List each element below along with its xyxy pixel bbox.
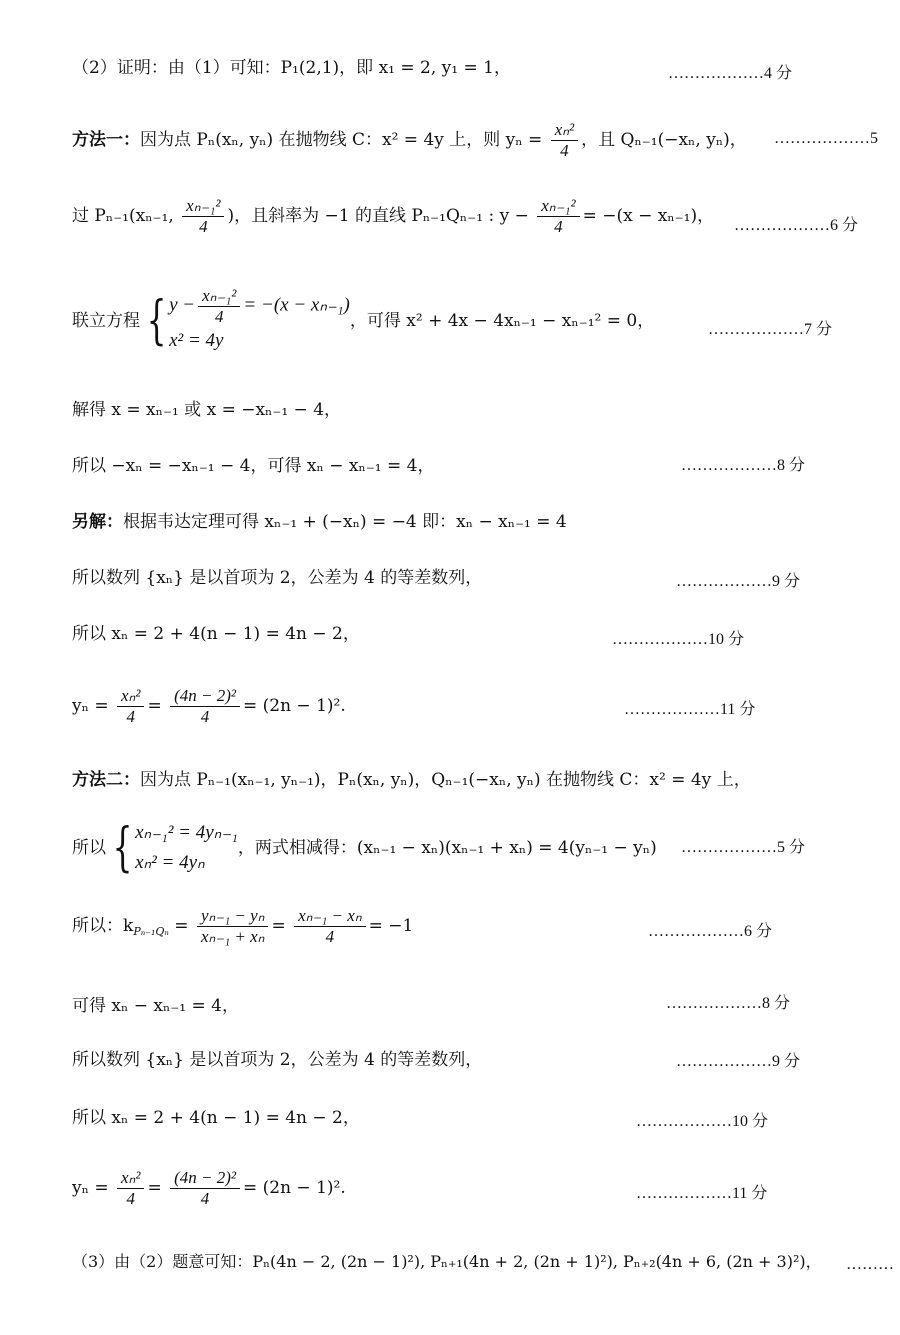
- denominator: 4: [126, 706, 135, 726]
- text: 所以：k: [72, 915, 134, 936]
- score-cont: ………: [846, 1256, 894, 1273]
- numerator: xₙ₋₁²: [182, 196, 224, 217]
- left-brace: {: [112, 818, 133, 879]
- numerator: xₙ²: [551, 120, 578, 141]
- text: 联立方程: [72, 311, 140, 332]
- fraction: [197, 906, 269, 946]
- text: = −1: [368, 915, 414, 936]
- line-yn: [72, 686, 346, 726]
- line-diff: 可得 xₙ − xₙ₋₁ = 4，: [72, 996, 239, 1016]
- text: 因为点 Pₙ(xₙ, yₙ) 在抛物线 C：x² = 4y 上，则 yₙ =: [140, 129, 543, 150]
- line-part2-proof: [72, 58, 511, 78]
- text: ，两式相减得：(xₙ₋₁ − xₙ)(xₙ₋₁ + xₙ) = 4(yₙ₋₁ − yₙ): [237, 838, 657, 859]
- line-system: [72, 286, 654, 356]
- text: 所以: [72, 838, 106, 859]
- line-system2: [72, 818, 657, 879]
- score-9: ………………9 分: [676, 573, 801, 590]
- score-9b: ………………9 分: [676, 1053, 801, 1070]
- fraction: [182, 196, 224, 236]
- equation-system: [135, 818, 238, 879]
- text: =: [271, 915, 286, 936]
- line-sequence: 所以数列 {xₙ} 是以首项为 2，公差为 4 的等差数列，: [72, 568, 483, 588]
- line-xn2: 所以 xₙ = 2 + 4(n − 1) = 4n − 2，: [72, 1108, 360, 1128]
- fraction: [117, 686, 144, 726]
- numerator: xₙ₋₁²: [537, 196, 579, 217]
- fraction: [170, 1168, 240, 1208]
- line-solve: 解得 x = xₙ₋₁ 或 x = −xₙ₋₁ − 4，: [72, 400, 342, 420]
- text: 因为点 Pₙ₋₁(xₙ₋₁, yₙ₋₁)，Pₙ(xₙ, yₙ)，Qₙ₋₁(−xₙ, yₙ) 在抛物线 C：x² = 4y 上，: [140, 770, 751, 790]
- line-yn2: [72, 1168, 346, 1208]
- fraction: [294, 906, 366, 946]
- denominator: 4: [199, 216, 208, 236]
- line-so: 所以 −xₙ = −xₙ₋₁ − 4，可得 xₙ − xₙ₋₁ = 4，: [72, 456, 435, 476]
- numerator: (4n − 2)²: [170, 686, 240, 707]
- denominator: 4: [325, 926, 335, 946]
- score-4: ………………4 分: [668, 65, 793, 82]
- denominator: 4: [126, 1188, 135, 1208]
- alt-label: 另解：: [72, 512, 123, 532]
- numerator: yₙ₋₁ − yₙ: [197, 906, 269, 927]
- score-10: ………………10 分: [612, 631, 745, 648]
- denominator: 4: [200, 706, 210, 726]
- line-slope: [72, 906, 413, 946]
- text: 过 Pₙ₋₁(xₙ₋₁,: [72, 205, 174, 226]
- line-alt: [72, 512, 567, 532]
- line-xn: 所以 xₙ = 2 + 4(n − 1) = 4n − 2，: [72, 624, 360, 644]
- line-part3: （3）由（2）题意可知：Pₙ(4n − 2, (2n − 1)²), Pₙ₊₁(4n + 2, (2n + 1)²), Pₙ₊₂(4n + 6, (2n + 3)²)，: [72, 1252, 822, 1271]
- denominator: 4: [554, 216, 563, 236]
- method-label: 方法二：: [72, 770, 140, 790]
- text: yₙ =: [72, 1177, 109, 1198]
- score-8: ………………8 分: [681, 457, 806, 474]
- line-sequence2: 所以数列 {xₙ} 是以首项为 2，公差为 4 的等差数列，: [72, 1050, 483, 1070]
- text: ，可得 x² + 4x − 4xₙ₋₁ − xₙ₋₁² = 0，: [349, 311, 655, 332]
- score-11b: ………………11 分: [636, 1185, 768, 1202]
- score-6: ………………6 分: [734, 217, 859, 234]
- text: y −: [169, 294, 196, 316]
- text: = −(x − xₙ₋₁): [243, 294, 350, 316]
- numerator: xₙ²: [117, 1168, 144, 1189]
- text: = (2n − 1)².: [242, 1177, 346, 1198]
- text: yₙ =: [72, 695, 109, 716]
- score-5b: ………………5 分: [681, 839, 806, 856]
- text: =: [147, 1177, 162, 1198]
- left-brace: {: [146, 291, 167, 352]
- equation: xₙ² = 4yₙ: [135, 852, 205, 874]
- text: =: [147, 695, 162, 716]
- score-5: ………………5: [774, 130, 878, 147]
- text: = −(x − xₙ₋₁)，: [582, 205, 715, 226]
- score-11: ………………11 分: [624, 701, 756, 718]
- numerator: xₙ²: [117, 686, 144, 707]
- text: 根据韦达定理可得 xₙ₋₁ + (−xₙ) = −4 即：xₙ − xₙ₋₁ = 4: [123, 512, 567, 532]
- denominator: 4: [200, 1188, 210, 1208]
- denominator: xₙ₋₁ + xₙ: [200, 926, 265, 946]
- fraction: [551, 120, 578, 160]
- text: =: [174, 915, 189, 936]
- text: （2）证明：由（1）可知：P₁(2,1)，即 x₁ = 2, y₁ = 1，: [72, 58, 511, 78]
- score-10b: ………………10 分: [636, 1113, 769, 1130]
- fraction: [117, 1168, 144, 1208]
- method-label: 方法一：: [72, 129, 140, 150]
- text: )，且斜率为 −1 的直线 Pₙ₋₁Qₙ₋₁ : y −: [227, 205, 529, 226]
- denominator: 4: [560, 140, 569, 160]
- equation: x² = 4y: [169, 330, 224, 352]
- subscript: Pₙ₋₁Qₙ: [133, 924, 169, 938]
- fraction: [170, 686, 240, 726]
- line-method2: [72, 770, 751, 790]
- fraction: [198, 286, 240, 326]
- denominator: 4: [215, 306, 224, 326]
- score-7: ………………7 分: [708, 321, 833, 338]
- score-6b: ………………6 分: [648, 923, 773, 940]
- equation-system: [169, 286, 350, 356]
- equation: xₙ₋₁² = 4yₙ₋₁: [135, 822, 238, 843]
- numerator: xₙ₋₁ − xₙ: [294, 906, 366, 927]
- score-8b: ………………8 分: [666, 995, 791, 1012]
- fraction: [537, 196, 579, 236]
- line-method1: [72, 120, 747, 160]
- numerator: (4n − 2)²: [170, 1168, 240, 1189]
- text: ，且 Qₙ₋₁(−xₙ, yₙ)，: [581, 129, 747, 150]
- text: = (2n − 1)².: [242, 695, 346, 716]
- numerator: xₙ₋₁²: [198, 286, 240, 307]
- line-through-point: [72, 196, 714, 236]
